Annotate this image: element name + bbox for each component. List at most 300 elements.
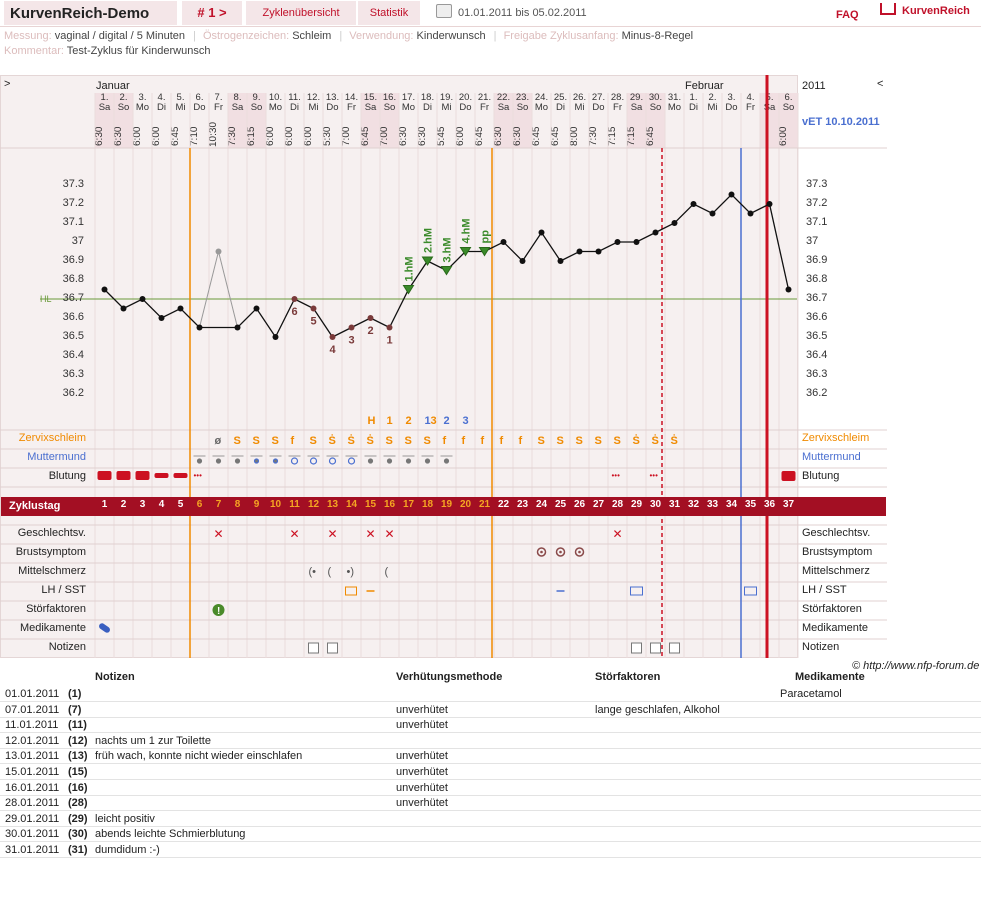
weekday: Di xyxy=(423,102,432,113)
notes-cell-date: 28.01.2011 xyxy=(5,797,60,810)
notes-cell-day: (31) xyxy=(68,844,88,856)
evaluation-label: 3 xyxy=(430,415,437,427)
lh-test-icon xyxy=(346,587,357,595)
measure-time: 6:00 xyxy=(151,126,162,146)
cervix-symbol xyxy=(330,458,336,464)
cycle-day-cell[interactable]: 14 xyxy=(345,499,358,510)
cycle-day-cell[interactable]: 16 xyxy=(383,499,396,510)
temp-point xyxy=(729,192,735,198)
weekday: So xyxy=(516,102,529,113)
measure-time: 6:30 xyxy=(94,126,105,146)
y-tick-label: 36.3 xyxy=(62,368,84,380)
temp-point xyxy=(349,325,355,331)
col-disruptions: Störfaktoren xyxy=(595,671,661,683)
day-number: 13. xyxy=(325,92,340,103)
row-medication-right: Medikamente xyxy=(802,622,869,634)
weekday: Mo xyxy=(667,102,682,113)
row-mittelschmerz-right: Mittelschmerz xyxy=(802,565,870,577)
y-tick-label: 36.2 xyxy=(806,387,828,399)
day-number: 2. xyxy=(119,92,128,103)
note-icon xyxy=(651,643,661,653)
cycle-day-cell[interactable]: 12 xyxy=(307,499,320,510)
notes-cell-verh: unverhütet xyxy=(396,750,448,763)
bleeding-mark xyxy=(155,473,169,478)
cycle-day-cell[interactable]: 8 xyxy=(234,499,241,510)
measure-time: 6:00 xyxy=(265,126,276,146)
temp-point xyxy=(634,239,640,245)
tab-cycle-overview[interactable]: Zyklenübersicht xyxy=(246,1,356,25)
temp-point xyxy=(710,211,716,217)
y-tick-label: 36.9 xyxy=(62,254,84,266)
excluded-line xyxy=(200,252,238,328)
temp-point xyxy=(520,258,526,264)
notes-cell-date: 01.01.2011 xyxy=(5,688,60,700)
high-temp-label: 2.hM xyxy=(422,227,435,253)
day-number: 17. xyxy=(401,92,416,103)
cycle-day-cell[interactable]: 1 xyxy=(101,499,108,510)
mucus-value: Ṡ xyxy=(366,435,374,447)
day-number: 26. xyxy=(572,92,587,103)
day-number: 6. xyxy=(195,92,204,103)
cycle-day-cell[interactable]: 22 xyxy=(497,499,510,510)
cycle-day-cell[interactable]: 3 xyxy=(139,499,146,510)
weekday: Do xyxy=(725,102,738,113)
pill-icon xyxy=(98,622,111,634)
cycle-day-cell[interactable]: 32 xyxy=(687,499,700,510)
weekday: Di xyxy=(556,102,565,113)
mittelschmerz-mark: ( xyxy=(384,566,389,578)
day-number: 23. xyxy=(515,92,530,103)
cycle-day-cell[interactable]: 29 xyxy=(630,499,643,510)
temperature-line xyxy=(105,195,789,338)
evaluation-label: 1 xyxy=(424,415,431,427)
weekday: Sa xyxy=(364,102,377,113)
cycle-day-cell[interactable]: 28 xyxy=(611,499,624,510)
measure-time: 6:00 xyxy=(778,126,789,146)
temp-point xyxy=(235,325,241,331)
day-number: 6. xyxy=(784,92,793,103)
notes-cell-day: (16) xyxy=(68,781,88,794)
notes-row[interactable] xyxy=(0,733,981,749)
notes-cell-day: (12) xyxy=(68,734,88,747)
high-temp-point xyxy=(404,286,414,294)
weekday: Mi xyxy=(707,102,718,113)
cervix-symbol xyxy=(311,458,317,464)
cycle-day-cell[interactable]: 17 xyxy=(402,499,415,510)
notes-cell-verh: unverhütet xyxy=(396,703,448,716)
high-temp-point xyxy=(423,257,433,265)
weekday: Fr xyxy=(613,102,622,113)
day-number: 30. xyxy=(648,92,663,103)
y-tick-label: 36.7 xyxy=(62,292,84,304)
measure-time: 6:30 xyxy=(512,126,523,146)
intercourse-mark: ✕ xyxy=(612,527,623,541)
cervix-symbol xyxy=(445,459,449,463)
bleeding-mark xyxy=(174,473,188,478)
row-bleeding: Blutung xyxy=(48,470,86,482)
cycle-day-cell[interactable]: 23 xyxy=(516,499,529,510)
measure-time: 7:00 xyxy=(341,126,352,146)
spotting-mark: ••• xyxy=(649,471,658,480)
weekday: Mi xyxy=(441,102,452,113)
row-cervical-mucus: Zervixschleim xyxy=(18,432,86,444)
cycle-day-cell[interactable]: 27 xyxy=(592,499,605,510)
temp-point xyxy=(368,315,374,321)
temp-point xyxy=(159,315,165,321)
row-disruptions: Störfaktoren xyxy=(26,603,86,615)
notes-row[interactable] xyxy=(0,826,981,842)
weekday: Fr xyxy=(480,102,489,113)
notes-row[interactable] xyxy=(0,702,981,718)
mucus-value: S xyxy=(575,435,583,447)
measure-time: 8:00 xyxy=(569,126,580,146)
notes-cell-date: 30.01.2011 xyxy=(5,828,60,841)
temp-point xyxy=(292,296,298,302)
weekday: Mi xyxy=(175,102,186,113)
measure-time: 7:10 xyxy=(189,126,200,146)
temp-point xyxy=(786,287,792,293)
tab-statistics[interactable]: Statistik xyxy=(358,1,420,25)
cycle-day-cell[interactable]: 15 xyxy=(364,499,377,510)
row-breast-right: Brustsymptom xyxy=(802,546,873,558)
breast-symptom-dot xyxy=(559,551,562,554)
notes-cell-stoer: lange geschlafen, Alkohol xyxy=(595,703,720,716)
temp-point xyxy=(691,201,697,207)
temp-point xyxy=(767,201,773,207)
cervix-symbol xyxy=(292,458,298,464)
cervix-symbol xyxy=(426,459,430,463)
mucus-value: Ṡ xyxy=(651,435,659,447)
mucus-value: S xyxy=(252,435,260,447)
cycle-day-cell[interactable]: 2 xyxy=(120,499,127,510)
notes-row[interactable] xyxy=(0,780,981,796)
comment-info: Kommentar: Test-Zyklus für Kinderwunsch xyxy=(4,45,211,57)
day-number: 15. xyxy=(363,92,378,103)
measure-time: 6:30 xyxy=(398,126,409,146)
notes-row[interactable] xyxy=(0,764,981,780)
y-tick-label: 36.4 xyxy=(806,349,828,361)
y-tick-label: 36.2 xyxy=(62,387,84,399)
weekday: Sa xyxy=(231,102,244,113)
weekday: Sa xyxy=(763,102,776,113)
y-tick-label: 37.1 xyxy=(806,216,828,228)
low-temp-label: 4 xyxy=(329,344,336,356)
measure-time: 7:15 xyxy=(607,126,618,146)
mucus-value: f xyxy=(461,435,466,447)
expand-left-toggle[interactable]: > xyxy=(4,78,11,90)
weekday: So xyxy=(117,102,130,113)
mucus-value: f xyxy=(499,435,504,447)
notes-row[interactable] xyxy=(0,686,981,702)
day-number: 8. xyxy=(233,92,242,103)
measure-time: 6:45 xyxy=(531,126,542,146)
cycle-day-cell[interactable]: 25 xyxy=(554,499,567,510)
measure-time: 6:00 xyxy=(132,126,143,146)
cycle-day-cell[interactable]: 9 xyxy=(253,499,260,510)
notes-cell-verh: unverhütet xyxy=(396,719,448,732)
day-number: 7. xyxy=(214,92,223,103)
col-notes: Notizen xyxy=(95,671,135,683)
measure-time: 6:00 xyxy=(455,126,466,146)
y-tick-label: 36.3 xyxy=(806,368,828,380)
y-tick-label: 36.5 xyxy=(806,330,828,342)
mittelschmerz-mark: ( xyxy=(327,566,332,578)
temp-point xyxy=(596,249,602,255)
weekday: Mi xyxy=(308,102,319,113)
weekday: So xyxy=(782,102,795,113)
low-temp-label: 3 xyxy=(348,334,355,347)
cycle-day-cell[interactable]: 6 xyxy=(196,499,203,510)
weekday: Do xyxy=(326,102,339,113)
day-number: 9. xyxy=(252,92,261,103)
cycle-day-cell[interactable]: 4 xyxy=(158,499,165,510)
temp-point xyxy=(748,211,754,217)
mittelschmerz-mark: •) xyxy=(346,566,355,578)
coverline-label: HL xyxy=(40,294,52,304)
measure-time: 6:30 xyxy=(417,126,428,146)
cycle-day-cell[interactable]: 31 xyxy=(668,499,681,510)
evaluation-label: H xyxy=(367,415,376,427)
notes-row[interactable] xyxy=(0,842,981,858)
mucus-value: S xyxy=(613,435,621,447)
due-date: vET 10.10.2011 xyxy=(802,116,880,128)
weekday: So xyxy=(383,102,396,113)
high-temp-label: 4.hM xyxy=(460,218,473,244)
mucus-value: S xyxy=(594,435,602,447)
day-number: 12. xyxy=(306,92,321,103)
notes-cell-day: (28) xyxy=(68,797,88,810)
weekday: Mo xyxy=(401,102,416,113)
measure-time: 7:00 xyxy=(379,126,390,146)
logo[interactable]: KurvenReich xyxy=(880,3,970,17)
disruption-icon-mark: ! xyxy=(217,606,221,617)
temp-point xyxy=(121,306,127,312)
mucus-value: Ṡ xyxy=(632,435,640,447)
cycle-day-cell[interactable]: 10 xyxy=(269,499,282,510)
weekday: So xyxy=(250,102,263,113)
weekday: Di xyxy=(157,102,166,113)
mucus-value: S xyxy=(309,435,317,447)
breast-symptom-dot xyxy=(540,551,543,554)
intercourse-mark: ✕ xyxy=(327,527,338,541)
cycle-day-cell[interactable]: 26 xyxy=(573,499,586,510)
y-tick-label: 37.3 xyxy=(806,178,828,190)
measure-time: 6:45 xyxy=(645,126,656,146)
row-lh-right: LH / SST xyxy=(802,584,847,596)
day-number: 28. xyxy=(610,92,625,103)
day-number: 3. xyxy=(138,92,147,103)
date-range: 01.01.2011 bis 05.02.2011 xyxy=(458,7,587,19)
temp-point xyxy=(653,230,659,236)
measure-time: 6:15 xyxy=(246,126,257,146)
weekday: Sa xyxy=(497,102,510,113)
day-number: 11. xyxy=(288,92,301,103)
weekday: Mo xyxy=(534,102,549,113)
cycle-day-cell[interactable]: 21 xyxy=(478,499,491,510)
cycle-day-cell[interactable]: 7 xyxy=(215,499,222,510)
notes-cell-date: 11.01.2011 xyxy=(5,719,59,732)
cycle-day-cell[interactable]: 36 xyxy=(763,499,776,510)
weekday: Do xyxy=(459,102,472,113)
month-february: Februar xyxy=(685,80,724,92)
weekday: Mi xyxy=(574,102,585,113)
notes-cell-verh: unverhütet xyxy=(396,766,448,778)
col-contraception: Verhütungsmethode xyxy=(396,671,503,683)
row-mittelschmerz: Mittelschmerz xyxy=(18,565,86,577)
mucus-value: ø xyxy=(214,435,222,447)
y-tick-label: 36.4 xyxy=(62,349,84,361)
notes-row[interactable] xyxy=(0,748,981,764)
note-icon xyxy=(670,643,680,653)
pregnancy-test-icon xyxy=(631,587,643,595)
note-icon xyxy=(309,643,319,653)
day-number: 19. xyxy=(439,92,454,103)
cycle-nav-button[interactable]: # 1 > xyxy=(182,1,242,25)
high-temp-label: 3.hM xyxy=(441,237,454,263)
cycle-day-cell[interactable]: 35 xyxy=(744,499,757,510)
notes-row[interactable] xyxy=(0,717,981,733)
day-number: 29. xyxy=(629,92,644,103)
row-cervix-right: Muttermund xyxy=(802,451,861,463)
intercourse-mark: ✕ xyxy=(365,527,376,541)
weekday: Do xyxy=(193,102,206,113)
cycle-day-cell[interactable]: 20 xyxy=(459,499,472,510)
day-number: 3. xyxy=(727,92,736,103)
low-temp-label: 1 xyxy=(386,334,393,347)
notes-row[interactable] xyxy=(0,811,981,827)
notes-cell-note: früh wach, konnte nicht wieder einschlafen xyxy=(95,750,303,763)
row-cervical-mucus-right: Zervixschleim xyxy=(802,432,870,444)
notes-cell-verh: unverhütet xyxy=(396,797,448,810)
notes-row[interactable] xyxy=(0,795,981,811)
mucus-value: Ṡ xyxy=(670,435,678,447)
cycle-day-cell[interactable]: 5 xyxy=(177,499,184,510)
y-tick-label: 36.8 xyxy=(806,273,828,285)
measure-time: 5:30 xyxy=(322,126,333,146)
y-tick-label: 36.6 xyxy=(62,311,84,323)
measure-time: 6:30 xyxy=(493,126,504,146)
y-tick-label: 36.5 xyxy=(62,330,84,342)
day-number: 31. xyxy=(667,92,682,103)
y-tick-label: 36.7 xyxy=(806,292,828,304)
temp-point xyxy=(615,239,621,245)
day-number: 5. xyxy=(765,92,774,103)
y-tick-label: 36.8 xyxy=(62,273,84,285)
temp-point xyxy=(140,296,146,302)
bleeding-mark xyxy=(782,471,796,481)
temp-point xyxy=(273,334,279,340)
cervix-symbol xyxy=(349,458,355,464)
y-tick-label: 37 xyxy=(71,235,84,247)
row-intercourse: Geschlechtsv. xyxy=(17,527,86,539)
intercourse-mark: ✕ xyxy=(384,527,395,541)
bleeding-mark xyxy=(117,471,131,480)
expand-right-toggle[interactable]: < xyxy=(877,78,884,90)
cycle-day-cell[interactable]: 11 xyxy=(289,499,300,510)
day-number: 1. xyxy=(100,92,109,103)
cycle-day-cell[interactable]: 30 xyxy=(649,499,662,510)
cervix-symbol xyxy=(255,459,259,463)
cycle-day-cell[interactable]: 18 xyxy=(421,499,434,510)
row-notes: Notizen xyxy=(48,641,86,653)
measure-time: 6:45 xyxy=(550,126,561,146)
mucus-value: S xyxy=(423,435,431,447)
y-tick-label: 37.2 xyxy=(62,197,84,209)
mucus-value: f xyxy=(442,435,447,447)
notes-cell-day: (7) xyxy=(68,703,82,716)
measure-time: 10:30 xyxy=(208,121,219,147)
measure-time: 6:30 xyxy=(113,126,124,146)
notes-cell-note: leicht positiv xyxy=(95,812,155,825)
day-number: 27. xyxy=(591,92,606,103)
faq-link[interactable]: FAQ xyxy=(836,9,859,21)
notes-cell-date: 16.01.2011 xyxy=(5,781,60,794)
day-number: 4. xyxy=(157,92,166,103)
temp-point xyxy=(539,230,545,236)
cervix-symbol xyxy=(274,459,278,463)
temp-point xyxy=(577,249,583,255)
cycle-day-cell[interactable]: 24 xyxy=(535,499,548,510)
day-number: 2. xyxy=(708,92,717,103)
evaluation-label: 2 xyxy=(443,415,450,427)
high-temp-point xyxy=(442,267,452,275)
row-disruptions-right: Störfaktoren xyxy=(802,603,862,615)
notes-cell-day: (30) xyxy=(68,828,88,841)
temp-point xyxy=(311,306,317,312)
cycle-day-band xyxy=(1,497,886,516)
day-number: 22. xyxy=(496,92,511,103)
day-number: 20. xyxy=(458,92,473,103)
year-label: 2011 xyxy=(802,80,826,92)
y-tick-label: 37.3 xyxy=(62,178,84,190)
notes-cell-date: 29.01.2011 xyxy=(5,812,60,825)
measure-time: 7:30 xyxy=(227,126,238,146)
measure-time: 6:45 xyxy=(360,126,371,146)
cycle-day-cell[interactable]: 19 xyxy=(440,499,453,510)
evaluation-label: 2 xyxy=(405,415,412,427)
notes-cell-med: Paracetamol xyxy=(780,688,842,700)
weekday: Fr xyxy=(347,102,356,113)
measure-time: 6:00 xyxy=(284,126,295,146)
measure-time: 5:45 xyxy=(436,126,447,146)
row-intercourse-right: Geschlechtsv. xyxy=(802,527,871,539)
temp-point xyxy=(501,239,507,245)
temp-point xyxy=(558,258,564,264)
measure-time: 6:45 xyxy=(170,126,181,146)
note-icon xyxy=(632,643,642,653)
cycle-day-cell[interactable]: 33 xyxy=(706,499,719,510)
temp-point xyxy=(178,306,184,312)
weekday: Sa xyxy=(98,102,111,113)
brand-title[interactable]: KurvenReich-Demo xyxy=(4,1,177,25)
cycle-day-cell[interactable]: 13 xyxy=(326,499,339,510)
cervix-symbol xyxy=(198,459,202,463)
spotting-mark: ••• xyxy=(193,471,202,480)
cycle-day-cell[interactable]: 34 xyxy=(725,499,738,510)
notes-cell-note: abends leichte Schmierblutung xyxy=(95,828,246,841)
mucus-value: f xyxy=(518,435,523,447)
y-tick-label: 37 xyxy=(806,235,819,247)
weekday: Sa xyxy=(630,102,643,113)
notes-cell-day: (29) xyxy=(68,812,88,825)
measure-time: 7:15 xyxy=(626,126,637,146)
cycle-day-cell[interactable]: 37 xyxy=(782,499,795,510)
temp-point xyxy=(216,249,222,255)
intercourse-mark: ✕ xyxy=(289,527,300,541)
cervix-symbol xyxy=(369,459,373,463)
temp-point xyxy=(197,325,203,331)
day-number: 14. xyxy=(344,92,359,103)
